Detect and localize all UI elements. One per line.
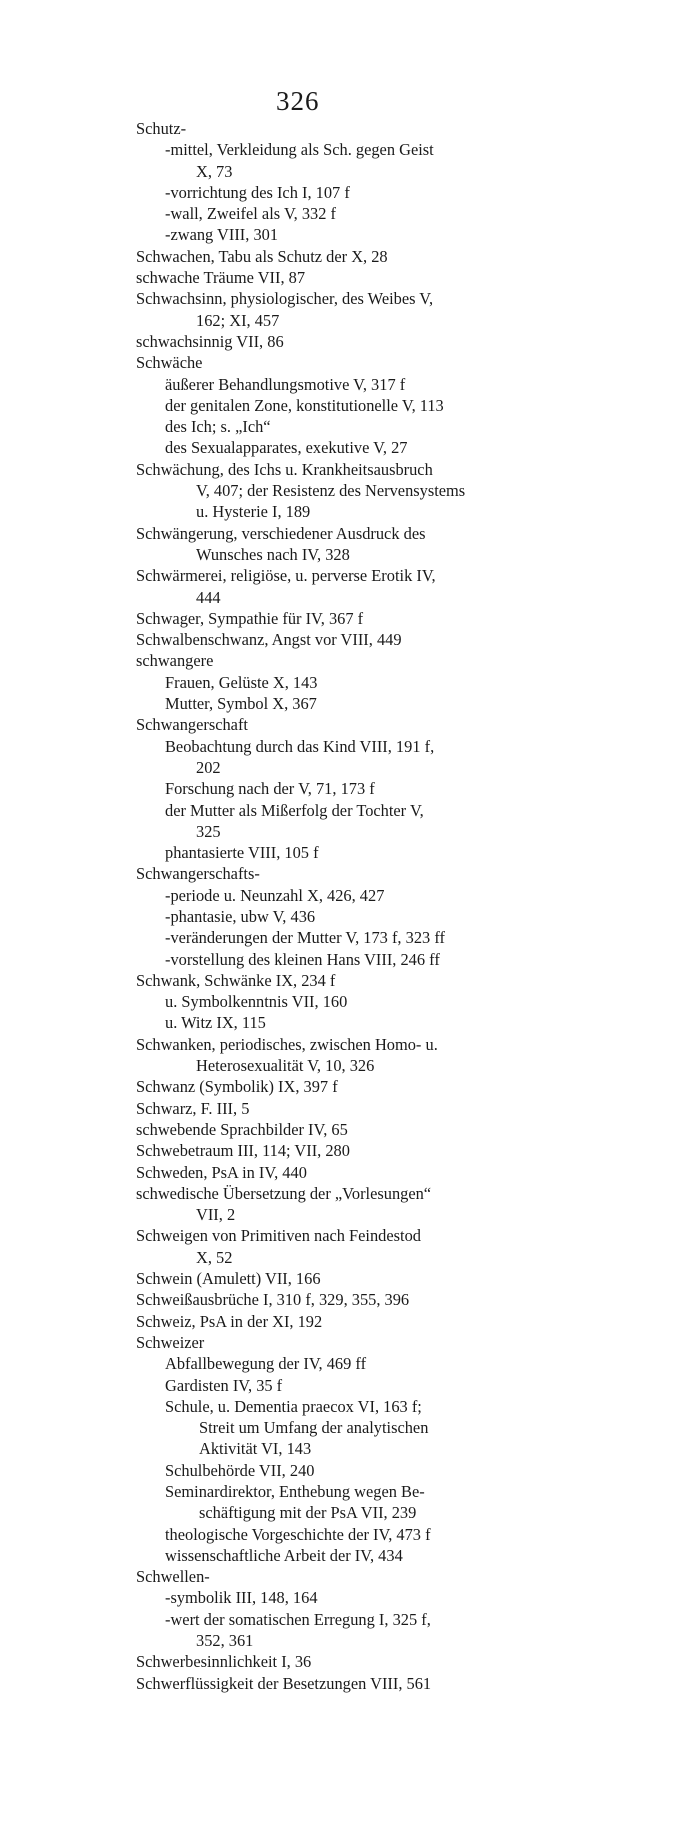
index-continuation: u. Hysterie I, 189: [196, 502, 311, 522]
index-subentry: -veränderungen der Mutter V, 173 f, 323 ff: [165, 928, 445, 948]
index-continuation: Wunsches nach IV, 328: [196, 544, 350, 564]
index-entry: Schutz-: [136, 119, 187, 138]
index-entry: Schwebetraum III, 114; VII, 280: [136, 1141, 350, 1161]
index-entry: Schwarz, F. III, 5: [136, 1098, 250, 1118]
index-continuation: 325: [196, 821, 221, 841]
index-entry: Schwachen, Tabu als Schutz der X, 28: [136, 246, 388, 266]
index-continuation: X, 73: [196, 161, 233, 181]
index-subentry: -wall, Zweifel als V, 332 f: [165, 204, 337, 224]
index-entry: Schwanz (Symbolik) IX, 397 f: [136, 1077, 338, 1097]
index-entry: schwachsinnig VII, 86: [136, 331, 284, 351]
index-subentry: der genitalen Zone, konstitutionelle V, 113: [165, 395, 444, 415]
index-entry: Schwangerschaft: [136, 715, 248, 735]
index-subentry: Frauen, Gelüste X, 143: [165, 672, 318, 692]
index-entry: schwedische Übersetzung der „Vorlesungen“: [136, 1183, 432, 1203]
index-subentry: der Mutter als Mißerfolg der Tochter V,: [165, 800, 424, 820]
index-subentry: Schulbehörde VII, 240: [165, 1460, 315, 1480]
index-entry: Schweißausbrüche I, 310 f, 329, 355, 396: [136, 1290, 410, 1310]
index-subentry: -zwang VIII, 301: [165, 225, 279, 245]
index-entries: [136, 118, 568, 1694]
index-entry: Schwachsinn, physiologischer, des Weibes V,: [136, 289, 434, 309]
index-subentry: -wert der somatischen Erregung I, 325 f,: [165, 1609, 431, 1629]
index-subentry: Forschung nach der V, 71, 173 f: [165, 779, 375, 799]
index-entry: Schwellen-: [136, 1567, 210, 1587]
index-subentry: -symbolik III, 148, 164: [165, 1588, 318, 1608]
index-entry: Schwärmerei, religiöse, u. perverse Erotik IV,: [136, 566, 436, 586]
index-subentry: -periode u. Neunzahl X, 426, 427: [165, 885, 385, 905]
index-entry: Schweiz, PsA in der XI, 192: [136, 1311, 323, 1331]
index-subentry: u. Witz IX, 115: [165, 1013, 266, 1033]
index-entry: Schwangerschafts-: [136, 864, 260, 884]
index-entry: Schwalbenschwanz, Angst vor VIII, 449: [136, 630, 402, 650]
index-entry: Schwäche: [136, 353, 203, 373]
index-entry: Schwager, Sympathie für IV, 367 f: [136, 608, 364, 628]
index-entry: Schwanken, periodisches, zwischen Homo- u.: [136, 1034, 438, 1054]
index-entry: Schweden, PsA in IV, 440: [136, 1162, 307, 1182]
index-subentry: Seminardirektor, Enthebung wegen Be-: [165, 1482, 425, 1501]
index-entry: Schwank, Schwänke IX, 234 f: [136, 970, 336, 990]
index-subentry: Abfallbewegung der IV, 469 ff: [165, 1354, 367, 1374]
index-continuation: Aktivität VI, 143: [199, 1439, 312, 1459]
index-subentry: wissenschaftliche Arbeit der IV, 434: [165, 1545, 403, 1565]
index-entry: Schwerbesinnlichkeit I, 36: [136, 1652, 312, 1672]
index-subentry: phantasierte VIII, 105 f: [165, 843, 319, 863]
index-subentry: Schule, u. Dementia praecox VI, 163 f;: [165, 1396, 422, 1416]
index-continuation: 352, 361: [196, 1631, 254, 1651]
index-subentry: u. Symbolkenntnis VII, 160: [165, 992, 348, 1012]
index-continuation: V, 407; der Resistenz des Nervensystems: [196, 481, 466, 501]
index-entry: schwache Träume VII, 87: [136, 268, 306, 288]
index-subentry: -vorrichtung des Ich I, 107 f: [165, 182, 350, 202]
index-continuation: Streit um Umfang der analytischen: [199, 1418, 429, 1438]
index-entry: Schweigen von Primitiven nach Feindestod: [136, 1226, 421, 1246]
index-entry: schwebende Sprachbilder IV, 65: [136, 1119, 348, 1139]
index-subentry: des Ich; s. „Ich“: [165, 417, 271, 437]
index-subentry: Mutter, Symbol X, 367: [165, 694, 317, 714]
index-continuation: 202: [196, 757, 221, 777]
index-subentry: theologische Vorgeschichte der IV, 473 f: [165, 1524, 431, 1544]
index-entry: Schwerflüssigkeit der Besetzungen VIII, 561: [136, 1673, 432, 1693]
index-continuation: schäftigung mit der PsA VII, 239: [199, 1503, 417, 1523]
index-subentry: Gardisten IV, 35 f: [165, 1375, 283, 1395]
index-continuation: VII, 2: [196, 1205, 236, 1225]
index-subentry: -mittel, Verkleidung als Sch. gegen Geist: [165, 140, 434, 160]
index-entry: Schwein (Amulett) VII, 166: [136, 1269, 321, 1289]
index-subentry: -vorstellung des kleinen Hans VIII, 246 ff: [165, 949, 440, 969]
index-subentry: äußerer Behandlungsmotive V, 317 f: [165, 374, 406, 394]
index-entry: Schwächung, des Ichs u. Krankheitsausbruch: [136, 459, 433, 479]
index-continuation: X, 52: [196, 1247, 233, 1267]
index-entry: schwangere: [136, 651, 214, 671]
index-subentry: -phantasie, ubw V, 436: [165, 906, 316, 926]
page-number: 326: [276, 86, 320, 116]
index-entry: Schweizer: [136, 1332, 205, 1352]
index-entry: Schwängerung, verschiedener Ausdruck des: [136, 523, 426, 543]
index-continuation: Heterosexualität V, 10, 326: [196, 1056, 375, 1076]
index-subentry: des Sexualapparates, exekutive V, 27: [165, 438, 408, 458]
index-continuation: 444: [196, 587, 221, 607]
index-continuation: 162; XI, 457: [196, 310, 280, 330]
index-subentry: Beobachtung durch das Kind VIII, 191 f,: [165, 736, 435, 756]
